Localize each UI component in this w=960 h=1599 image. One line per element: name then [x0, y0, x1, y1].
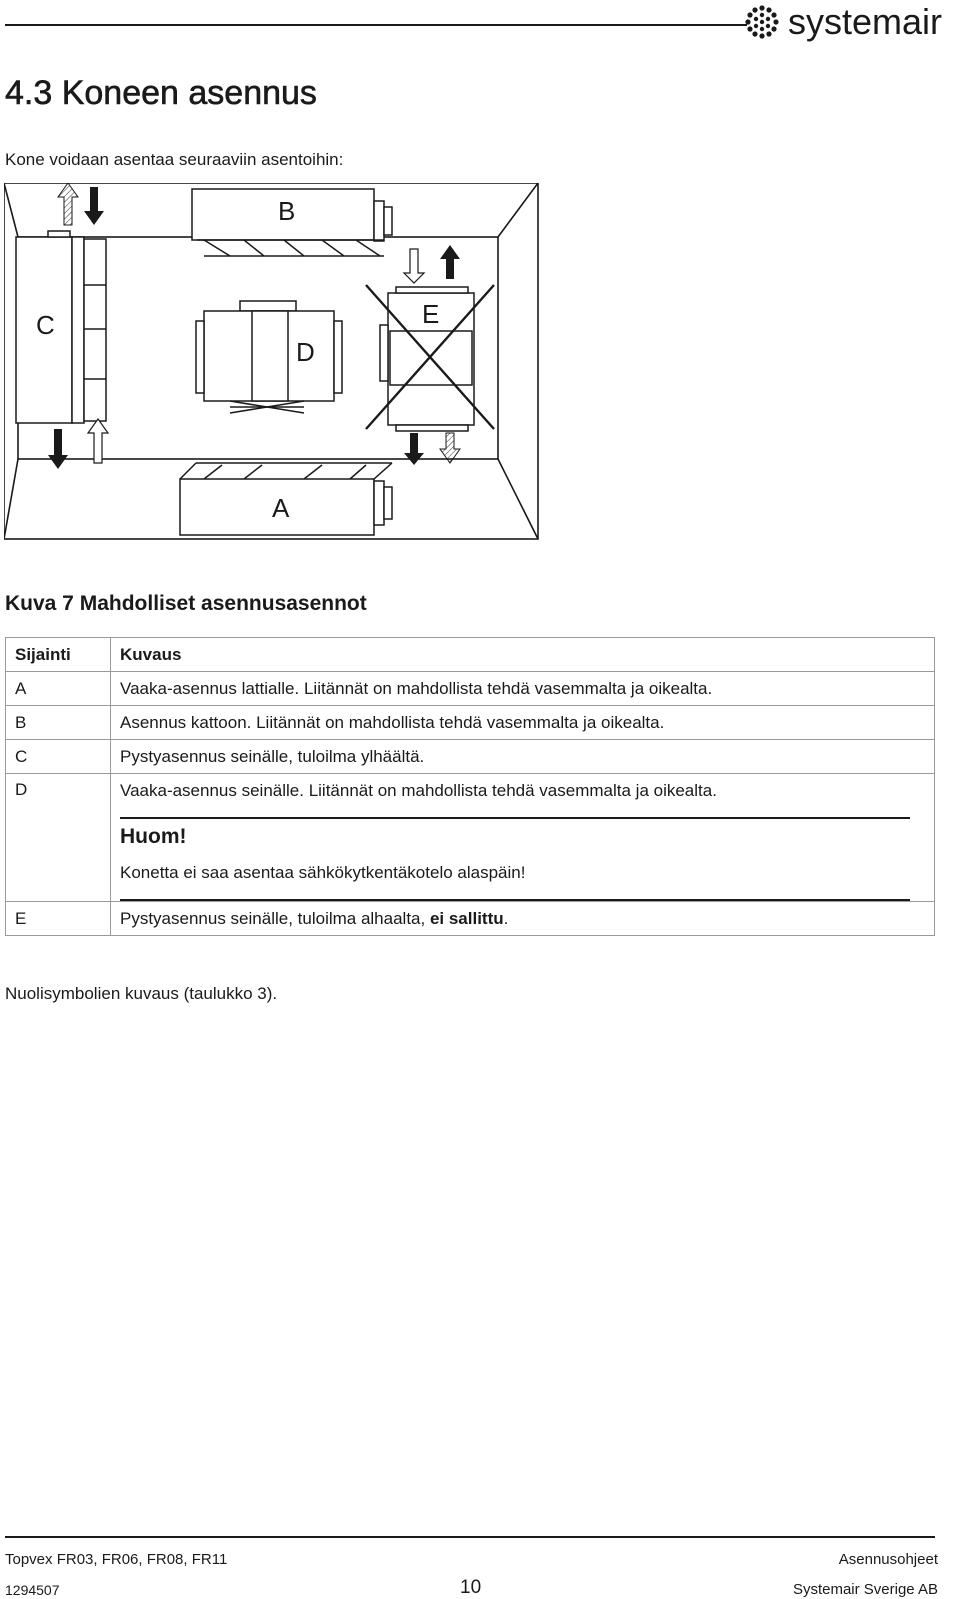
logo-dots-icon	[742, 2, 782, 42]
section-title: 4.3 Koneen asennus	[5, 74, 317, 112]
installation-figure	[4, 183, 554, 555]
footer-doc-number: 1294507	[5, 1582, 60, 1598]
unit-c	[16, 231, 106, 423]
note-title: Huom!	[120, 825, 187, 848]
systemair-logo	[742, 2, 942, 42]
note-box	[111, 807, 935, 902]
table-row	[6, 706, 935, 740]
label-a: A	[272, 493, 290, 523]
note-text: Konetta ei saa asentaa sähkökytkentäkotelo alaspäin!	[120, 863, 526, 882]
installation-diagram	[4, 183, 554, 555]
note-row	[6, 807, 935, 902]
footer-doc-type: Asennusohjeet	[838, 1551, 938, 1568]
note-top-rule	[120, 817, 910, 819]
cell-description: Pystyasennus seinälle, tuloilma ylhäältä.	[111, 740, 935, 774]
section-intro: Kone voidaan asentaa seuraaviin asentoihin:	[5, 150, 344, 169]
page-header	[0, 0, 960, 50]
cell-position: C	[6, 740, 111, 774]
cell-position: B	[6, 706, 111, 740]
cell-position: A	[6, 672, 111, 706]
cell-description	[111, 902, 935, 936]
arrow-symbols-reference: Nuolisymbolien kuvaus (taulukko 3).	[5, 984, 278, 1003]
cell-position: D	[6, 774, 111, 902]
label-b: B	[278, 196, 296, 226]
label-c: C	[36, 310, 55, 340]
table-row	[6, 902, 935, 936]
column-header-position: Sijainti	[6, 638, 111, 672]
footer-rule	[5, 1536, 935, 1538]
footer-company: Systemair Sverige AB	[792, 1581, 938, 1598]
table-row	[6, 740, 935, 774]
installation-positions-table	[5, 637, 935, 936]
table-row	[6, 672, 935, 706]
cell-description: Vaaka-asennus seinälle. Liitännät on mahdollista tehdä vasemmalta ja oikealta.	[111, 774, 935, 808]
brand-name: systemair	[787, 1, 942, 42]
table-row	[6, 774, 935, 808]
cell-description: Asennus kattoon. Liitännät on mahdollista tehdä vasemmalta ja oikealta.	[111, 706, 935, 740]
cell-position: E	[6, 902, 111, 936]
footer-product: Topvex FR03, FR06, FR08, FR11	[5, 1551, 228, 1568]
column-header-description: Kuvaus	[111, 638, 935, 672]
page-number: 10	[460, 1577, 482, 1598]
not-allowed-text: ei sallittu	[429, 908, 504, 928]
cell-description: Vaaka-asennus lattialle. Liitännät on mahdollista tehdä vasemmalta ja oikealta.	[111, 672, 935, 706]
label-d: D	[296, 337, 315, 367]
figure-caption: Kuva 7 Mahdolliset asennusasennot	[5, 592, 367, 615]
description-end: .	[503, 908, 509, 928]
label-e: E	[422, 299, 440, 329]
header-rule	[5, 24, 747, 26]
description-text: Pystyasennus seinälle, tuloilma alhaalta,	[120, 908, 430, 928]
table-header-row	[6, 638, 935, 672]
unit-d	[196, 301, 342, 413]
